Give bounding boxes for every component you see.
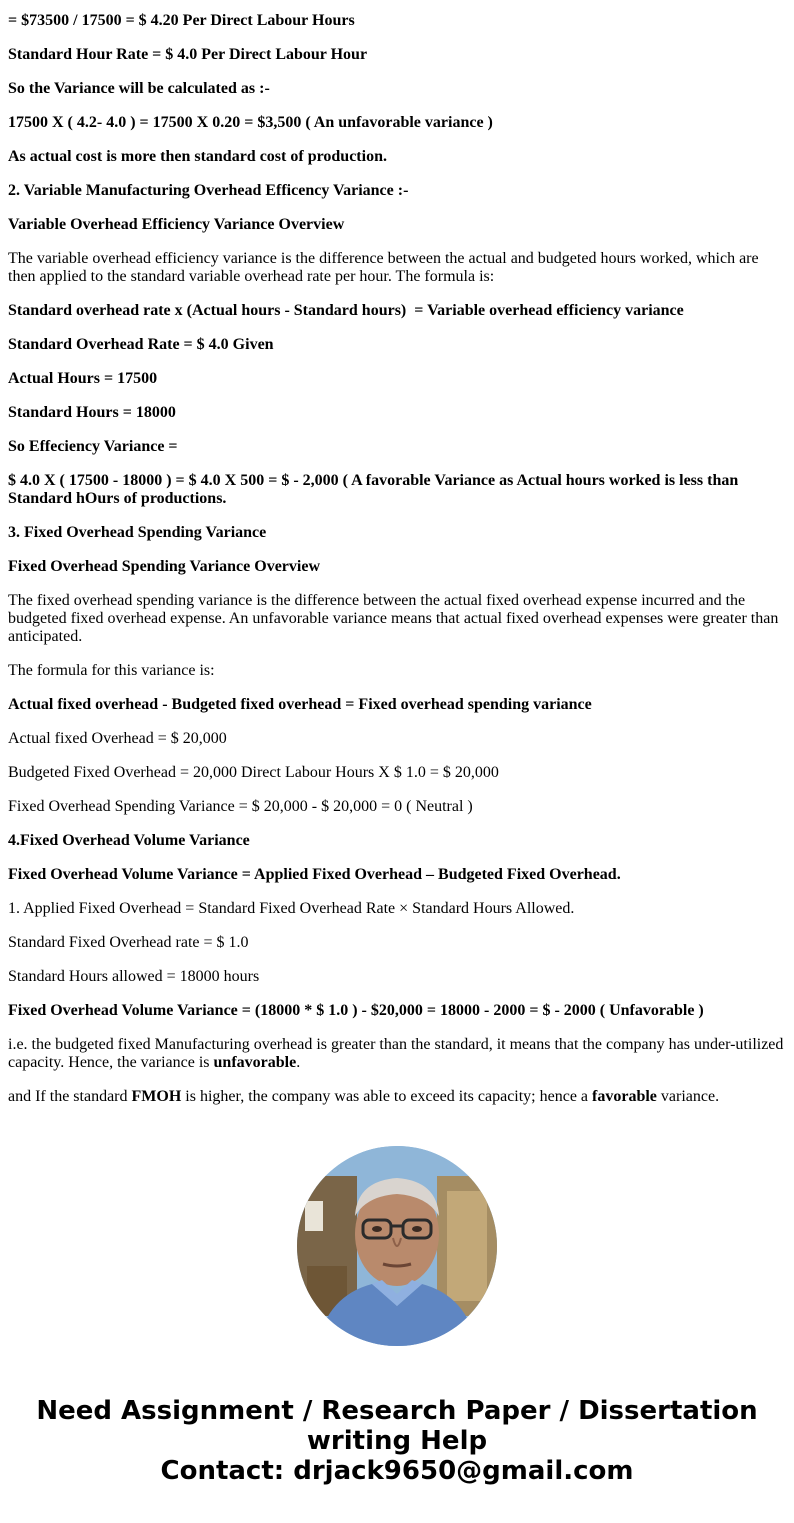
document-paragraph: Standard Hours allowed = 18000 hours: [8, 968, 260, 985]
author-photo: [297, 1146, 497, 1346]
document-paragraph: Standard Hour Rate = $ 4.0 Per Direct Labour Hour: [8, 46, 368, 63]
document-paragraph: Standard Fixed Overhead rate = $ 1.0: [8, 934, 249, 951]
document-paragraph: Fixed Overhead Volume Variance = Applied Fixed Overhead – Budgeted Fixed Overhead.: [8, 866, 621, 883]
document-paragraph: Fixed Overhead Spending Variance Overview: [8, 558, 320, 575]
document-paragraph: = $73500 / 17500 = $ 4.20 Per Direct Labour Hours: [8, 12, 355, 29]
document-paragraph: The fixed overhead spending variance is the difference between the actual fixed overhead expense incurred and the budgeted fixed overhead expense. An unfavorable variance means that actual fixed overhead expenses were greater than anticipated.: [8, 592, 779, 645]
author-photo-container: [0, 1146, 794, 1346]
document-paragraph: Actual fixed Overhead = $ 20,000: [8, 730, 227, 747]
document-paragraph: Standard overhead rate x (Actual hours - Standard hours) = Variable overhead efficiency variance: [8, 302, 684, 319]
document-paragraph: So the Variance will be calculated as :-: [8, 80, 270, 97]
document-paragraph: So Effeciency Variance =: [8, 438, 178, 455]
document-paragraph: Actual fixed overhead - Budgeted fixed overhead = Fixed overhead spending variance: [8, 696, 592, 713]
document-paragraph: i.e. the budgeted fixed Manufacturing overhead is greater than the standard, it means that the company has under-utilized capacity. Hence, the variance is unfavorable.: [8, 1036, 784, 1071]
document-paragraph: Budgeted Fixed Overhead = 20,000 Direct Labour Hours X $ 1.0 = $ 20,000: [8, 764, 499, 781]
contact-banner: [0, 1396, 794, 1486]
document-paragraph: and If the standard FMOH is higher, the company was able to exceed its capacity; hence a favorable variance.: [8, 1088, 720, 1105]
contact-banner-line-2: writing Help: [306, 1426, 488, 1456]
document-paragraph: 1. Applied Fixed Overhead = Standard Fixed Overhead Rate × Standard Hours Allowed.: [8, 900, 575, 917]
document-paragraph: 2. Variable Manufacturing Overhead Efficency Variance :-: [8, 182, 409, 199]
contact-email-line: Contact: drjack9650@gmail.com: [160, 1456, 634, 1486]
document-paragraph: Fixed Overhead Volume Variance = (18000 * $ 1.0 ) - $20,000 = 18000 - 2000 = $ - 2000 ( Unfavorable ): [8, 1002, 704, 1019]
document-paragraph: Variable Overhead Efficiency Variance Overview: [8, 216, 345, 233]
author-portrait-illustration: [297, 1146, 497, 1346]
document-paragraph: The formula for this variance is:: [8, 662, 215, 679]
document-paragraph: 3. Fixed Overhead Spending Variance: [8, 524, 267, 541]
document-paragraph: Fixed Overhead Spending Variance = $ 20,000 - $ 20,000 = 0 ( Neutral ): [8, 798, 473, 815]
document-paragraph: 17500 X ( 4.2- 4.0 ) = 17500 X 0.20 = $3,500 ( An unfavorable variance ): [8, 114, 493, 131]
document-paragraph: Standard Hours = 18000: [8, 404, 176, 421]
document-paragraph: The variable overhead efficiency variance is the difference between the actual and budgeted hours worked, which are then applied to the standard variable overhead rate per hour. The formula is:: [8, 250, 759, 285]
contact-banner-line-1: Need Assignment / Research Paper / Dissertation: [36, 1396, 758, 1426]
document-paragraph: $ 4.0 X ( 17500 - 18000 ) = $ 4.0 X 500 = $ - 2,000 ( A favorable Variance as Actual hours worked is less than Standard hOurs of productions.: [8, 472, 739, 507]
document-paragraph: Actual Hours = 17500: [8, 370, 158, 387]
document-paragraph: As actual cost is more then standard cost of production.: [8, 148, 387, 165]
document-paragraph: Standard Overhead Rate = $ 4.0 Given: [8, 336, 274, 353]
document-paragraph: 4.Fixed Overhead Volume Variance: [8, 832, 250, 849]
